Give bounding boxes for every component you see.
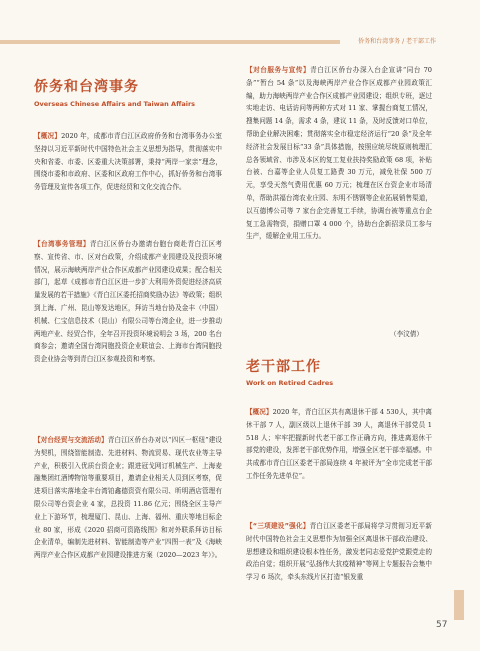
paragraph-text: 2020 年，成都市青白江区政府侨务和台湾事务办公室坚持以习近平新时代中国特色社会主义思想为指导，贯彻落实中央和省委、市委、区委重大决策部署，秉持“两岸一家亲”理念，围绕市委和市政府、区委和区政府工作中心，抓好侨务和台湾事务管理及宣传各项工作，促进经贸和文化交流合作。 bbox=[34, 132, 222, 192]
paragraph-overview bbox=[34, 130, 222, 194]
paragraph-trade-exchange bbox=[34, 434, 222, 562]
paragraph-text: 青白江区侨台办邀请台胞台商赴青白江区考察、宣传省、市、区对台政策，介绍成都产业园建设及投资环境情况，展示海峡两岸产业合作区成都产业园建设成果；配合相关部门，起草《成都市青白江区进一步扩大利用外资促进经济高质量发展的若干措施》《青白江区委托招商奖励办法》等政策；组织到上海、广州、昆山等发达地区，拜访当地台协及金丰（中国）机械、仁宝信息技术（昆山）有限公司等台湾企业，进一步推动两地产业、经贸合作，全年召开投资环境说明会 3 场，200 名台商参会；邀请全国台湾同胞投资企业联谊会、上海市台湾同胞投资企业协会等到青白江区参观投资和考察。 bbox=[34, 240, 223, 364]
paragraph-taiwan-affairs bbox=[34, 238, 222, 366]
paragraph-tag: 【概况】 bbox=[34, 132, 62, 140]
paragraph-tag: 【对台服务与宣传】 bbox=[246, 66, 311, 74]
section-title-en: Overseas Chinese Affairs and Taiwan Affairs bbox=[34, 100, 196, 108]
page-edge-band bbox=[454, 590, 464, 620]
paragraph-tag: 【概况】 bbox=[246, 408, 273, 416]
section-title-en: Work on Retired Cadres bbox=[246, 379, 334, 387]
section-title-cn: 老干部工作 bbox=[246, 359, 321, 375]
running-title: 侨务和台湾事务 / 老干部工作 bbox=[358, 38, 436, 45]
section-title-cn: 侨务和台湾事务 bbox=[34, 79, 139, 95]
paragraph-tag: 【对台经贸与交流活动】 bbox=[34, 436, 108, 444]
author-signature: （李汶倩） bbox=[390, 330, 423, 338]
paragraph-service-publicity bbox=[246, 64, 432, 243]
paragraph-retired-overview bbox=[246, 406, 432, 483]
paragraph-tag: 【台湾事务管理】 bbox=[34, 240, 90, 248]
paragraph-text: 青白江区侨台办深入台企宣讲“同台 70 条”“暂台 54 条”以及海峡两岸产业合作区成都产业园政策汇编，助力海峡两岸产业合作区成都产业园建设；组织专班，逐过实地走访、电话访问等两种方式对 11 家、掌握台商复工情况，搜集问题 14 条，需求 4 条，建议 11 条，及时反馈对口单位，帮助企业解决困难；贯彻落实全市稳定经济运行“20 条”及全年经济社会发展目标“33 条”具体措施，按照应统尽统原则梳理汇总各领域省、市涉及本区的复工复业扶持奖励政策 68 项，补贴台被、台嘉等企业人员复工路费 30 万元，减免社保 500 万元，享受天然气费用优惠 60 万元；梳理在区台资企业市场清单，帮助洪福台湾农业庄园、东明不锈钢等企业拓展销售渠道，以互德博公司等 7 家台企完善复工手续，协调台被等重点台企复工急需物资，捐赠口罩 4 000 个，协助台企新招录员工参与生产，缓解企业用工压力。 bbox=[246, 66, 433, 241]
paragraph-text: 青白江区委老干部局将学习贯彻习近平新时代中国特色社会主义思想作为加强全区离退休干部政治建设、思想建设和组织建设根本性任务，激发老同志爱党护党跟党走的政治自觉；组织开展“弘扬伟大抗疫精神”等网上专题报告会集中学习 6 场次，牵头东线片区打造“银发重 bbox=[246, 522, 433, 582]
paragraph-tag: 【“三项建设”强化】 bbox=[246, 522, 310, 530]
header-band bbox=[0, 40, 340, 44]
page-number: 57 bbox=[436, 620, 448, 630]
paragraph-text: 青白江区侨台办对以“四区一枢纽”建设为契机，围绕智能制造、先进材料、物流贸易、现代农业等主导产业，积极引入优质台资企业；跟进冠戈网订机械生产、上海麦融集团红酒博物馆等重要项目，邀请企业相关人员到区考察，促进项目落实落地金丰台湾铂鑫德资资有限公司、昕明酒店管理有限公司等台资企业 4 家，总投资 11.86 亿元；围绕全区主导产业上下游环节，梳理厦门、昆山、上海、福州、重庆等地目标企业 80 家，形成《2020 招商可资路线图》和对外联系拜访目标企业清单，编制先进材料、智能制造等产业“四图一表”及《海峡两岸产业合作区成都产业园建设推进方案（2020—2023 年）》。 bbox=[34, 436, 222, 560]
paragraph-three-constructions bbox=[246, 520, 432, 584]
running-header bbox=[0, 36, 480, 48]
paragraph-text: 2020 年，青白江区共有离退休干部 4 530人，其中离休干部 7 人，副区级以上退休干部 39 人，离退休干部党员 1 518 人；牢牢把握新时代老干部工作正确方向，推进离退休干部党的建设，发挥老干部优势作用，增强全区老干部幸福感。中共成都市青白江区委老干部局连续 4 年被评为“全市完成老干部工作任务先进单位”。 bbox=[246, 408, 433, 480]
